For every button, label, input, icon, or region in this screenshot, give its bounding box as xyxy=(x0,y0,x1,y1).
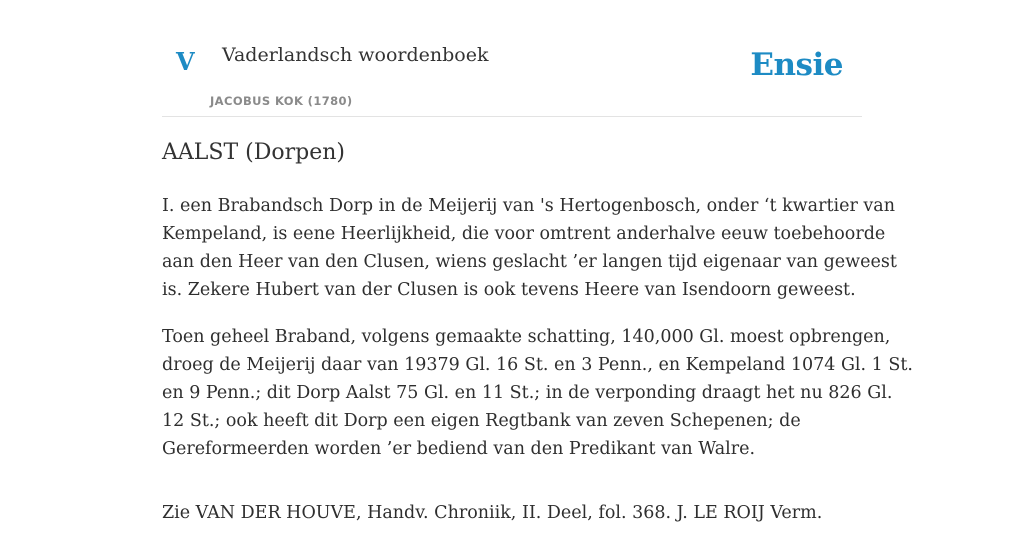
text-line: Zie VAN DER HOUVE, Handv. Chroniik, II. Deel, fol. 368. J. LE ROIJ Verm. xyxy=(162,503,823,523)
text-line: Gereformeerden worden ’er bediend van den Predikant van Walre. xyxy=(162,439,756,459)
entry-paragraph xyxy=(162,192,897,304)
entry-reference xyxy=(162,499,862,527)
text-line: en 9 Penn.; dit Dorp Aalst 75 Gl. en 11 St.; in de verponding draagt het nu 826 Gl. xyxy=(162,383,893,403)
entry-title: AALST (Dorpen) xyxy=(162,140,345,165)
book-logo[interactable]: V xyxy=(176,47,195,76)
book-author: JACOBUS KOK (1780) xyxy=(210,94,353,108)
text-line: is. Zekere Hubert van der Clusen is ook tevens Heere van Isendoorn geweest. xyxy=(162,280,856,300)
entry-paragraph xyxy=(162,323,913,463)
text-line: 12 St.; ook heeft dit Dorp een eigen Regtbank van zeven Schepenen; de xyxy=(162,411,801,431)
text-line: droeg de Meijerij daar van 19379 Gl. 16 St. en 3 Penn., en Kempeland 1074 Gl. 1 St. xyxy=(162,355,913,375)
ensie-logo-link[interactable]: Ensie xyxy=(750,47,843,83)
page xyxy=(162,0,913,523)
text-line: Kempeland, is eene Heerlijkheid, die voor omtrent anderhalve eeuw toebehoorde xyxy=(162,224,886,244)
book-header xyxy=(162,0,862,117)
text-line: Toen geheel Braband, volgens gemaakte schatting, 140,000 Gl. moest opbrengen, xyxy=(162,327,891,347)
text-line: aan den Heer van den Clusen, wiens geslacht ’er langen tijd eigenaar van geweest xyxy=(162,252,897,272)
entry-body xyxy=(162,192,913,546)
text-line: I. een Brabandsch Dorp in de Meijerij van 's Hertogenbosch, onder ‘t kwartier van xyxy=(162,196,895,216)
book-title[interactable]: Vaderlandsch woordenboek xyxy=(222,44,489,66)
